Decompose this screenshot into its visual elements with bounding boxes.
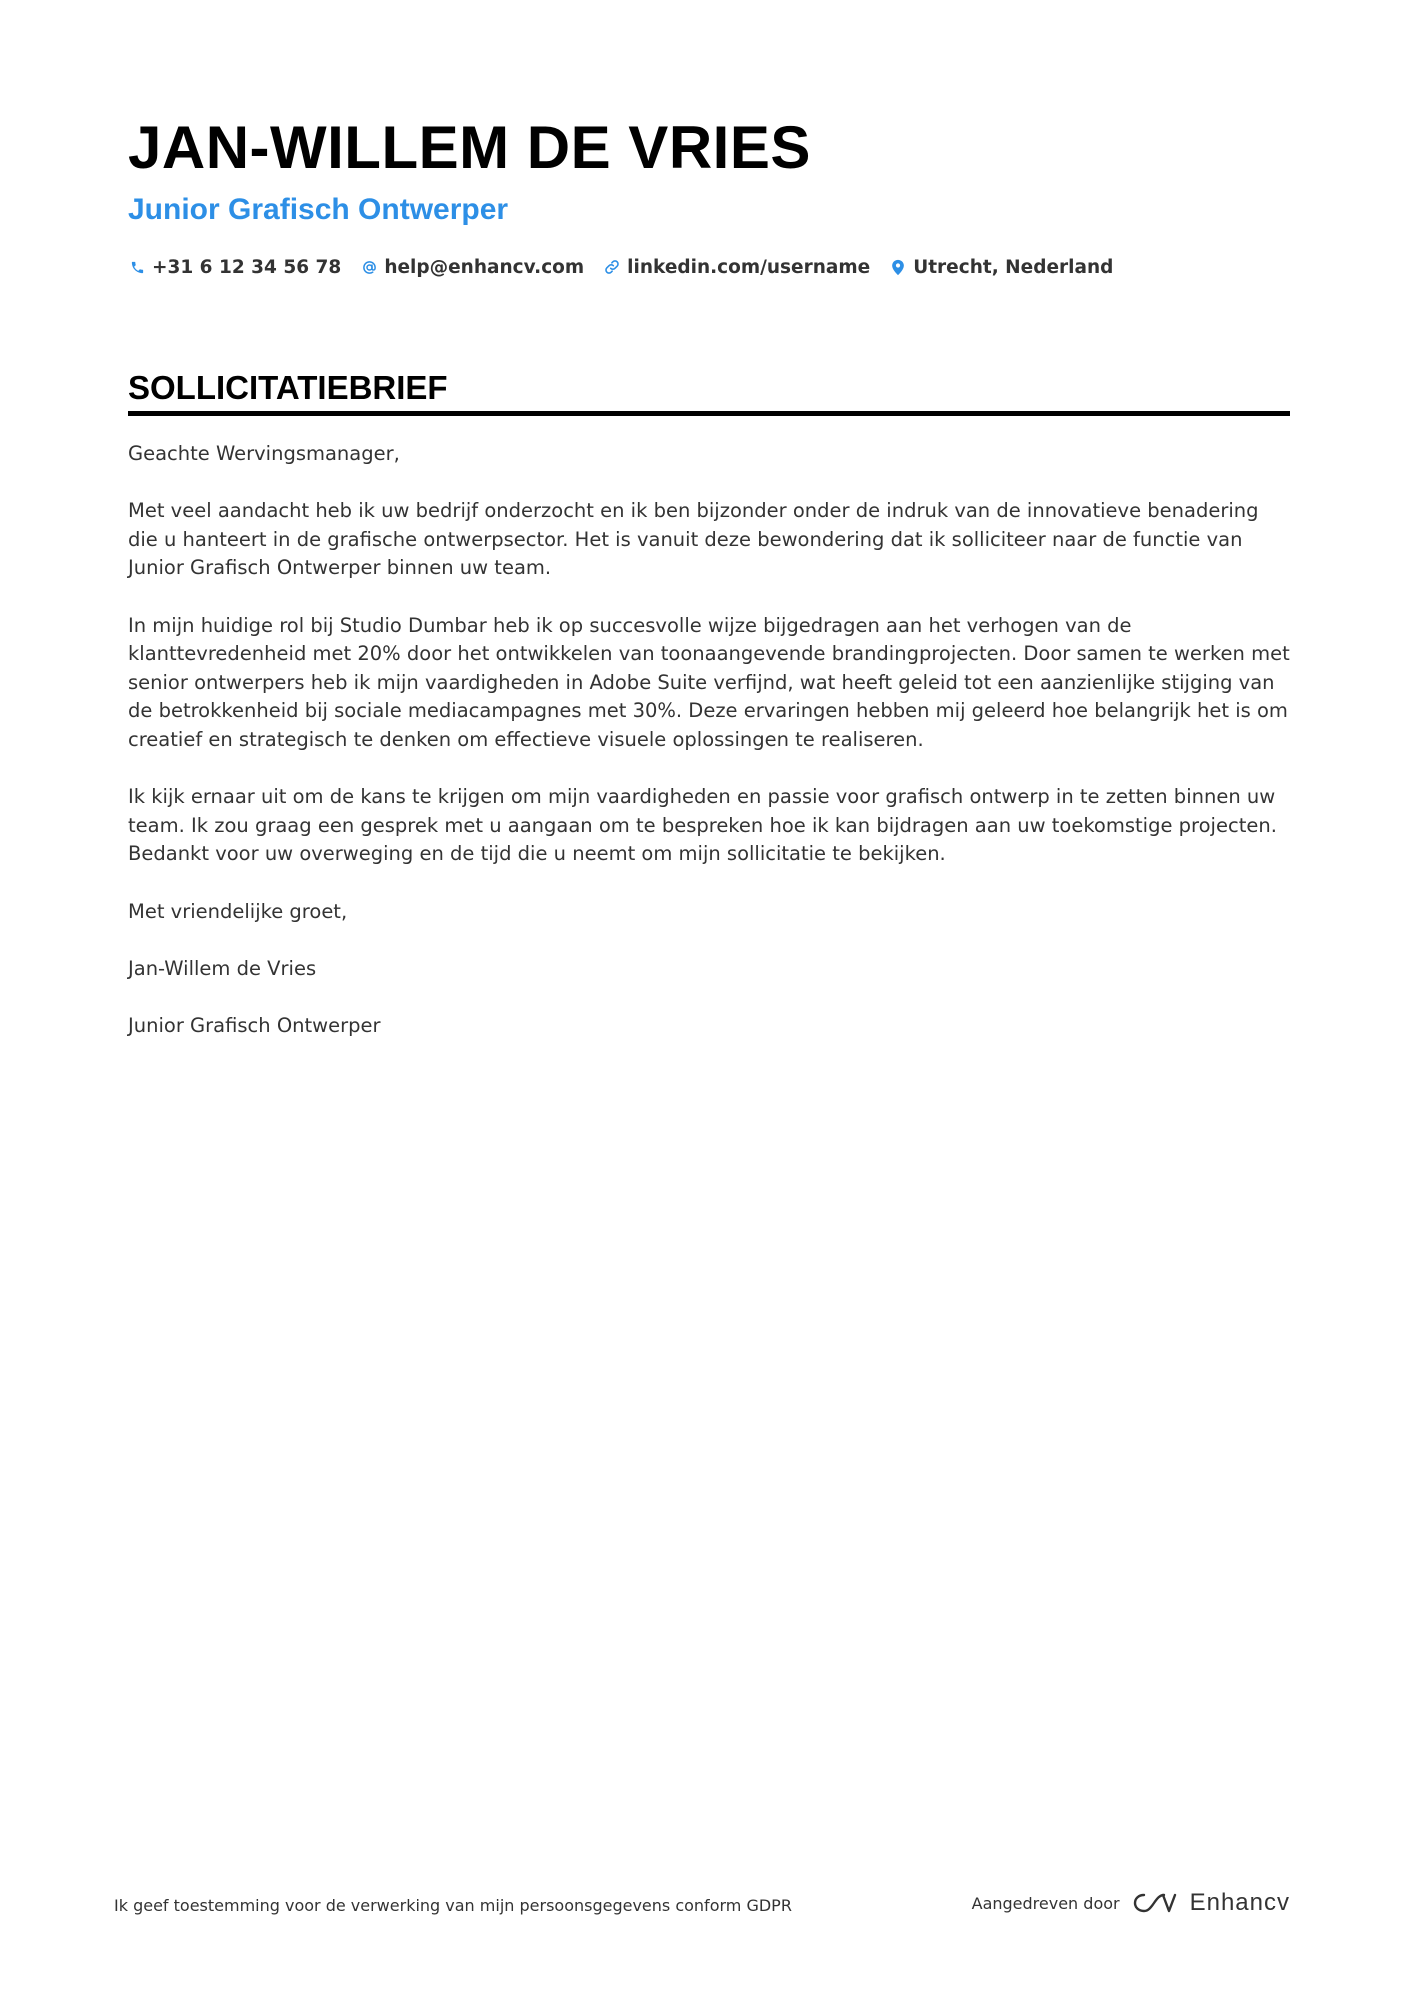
contact-phone — [128, 257, 341, 278]
location-pin-icon — [889, 257, 907, 277]
contact-location — [889, 257, 1113, 278]
contact-email[interactable] — [360, 257, 584, 278]
phone-number: +31 6 12 34 56 78 — [152, 256, 342, 278]
contact-linkedin[interactable] — [603, 257, 870, 278]
section-divider — [128, 411, 1290, 416]
paragraph-experience: In mijn huidige rol bij Studio Dumbar heb ik op succesvolle wijze bijgedragen aan het verhogen van de klanttevredenheid met 20% door het ontwikkelen van toonaangevende brandingprojecten. Door samen te werken met senior ontwerpers heb ik mijn vaardigheden in Adobe Suite verfijnd, wat heeft geleid tot een aanzienlijke stijging van de betrokkenheid bij sociale mediacampagnes met 30%. Deze ervaringen hebben mij geleerd hoe belangrijk het is om creatief en strategisch te denken om effectieve visuele oplossingen te realiseren. — [128, 613, 1290, 751]
applicant-name: JAN-WILLEM DE VRIES — [128, 114, 811, 181]
closing-salutation: Met vriendelijke groet, — [128, 899, 348, 923]
email-address: help@enhancv.com — [384, 256, 585, 278]
enhancv-logo-icon — [1132, 1891, 1178, 1915]
phone-icon — [128, 257, 146, 277]
linkedin-url: linkedin.com/username — [627, 256, 871, 278]
contact-info — [128, 252, 1132, 282]
gdpr-consent: Ik geef toestemming voor de verwerking van mijn persoonsgegevens conform GDPR — [114, 1896, 792, 1915]
enhancv-brand: Enhancv — [1189, 1889, 1290, 1916]
powered-by[interactable] — [972, 1889, 1290, 1917]
powered-by-label: Aangedreven door — [971, 1893, 1120, 1913]
signature-name: Jan-Willem de Vries — [128, 956, 317, 980]
section-title: SOLLICITATIEBRIEF — [128, 369, 448, 406]
job-title: Junior Grafisch Ontwerper — [128, 193, 509, 226]
signature-title: Junior Grafisch Ontwerper — [128, 1013, 381, 1037]
letter-body — [128, 440, 1290, 1069]
paragraph-intro: Met veel aandacht heb ik uw bedrijf onderzocht en ik ben bijzonder onder de indruk van de innovatieve benadering die u hanteert in de grafische ontwerpsector. Het is vanuit deze bewondering dat ik solliciteer naar de functie van Junior Grafisch Ontwerper binnen uw team. — [128, 499, 1259, 580]
link-icon — [603, 257, 621, 277]
greeting: Geachte Wervingsmanager, — [128, 442, 400, 465]
at-icon — [360, 257, 378, 277]
location-text: Utrecht, Nederland — [913, 256, 1114, 278]
paragraph-closing: Ik kijk ernaar uit om de kans te krijgen om mijn vaardigheden en passie voor grafisch ontwerp in te zetten binnen uw team. Ik zou graag een gesprek met u aangaan om te bespreken hoe ik kan bijdragen aan uw toekomstige projecten. Bedankt voor uw overweging en de tijd die u neemt om mijn sollicitatie te bekijken. — [128, 785, 1277, 866]
